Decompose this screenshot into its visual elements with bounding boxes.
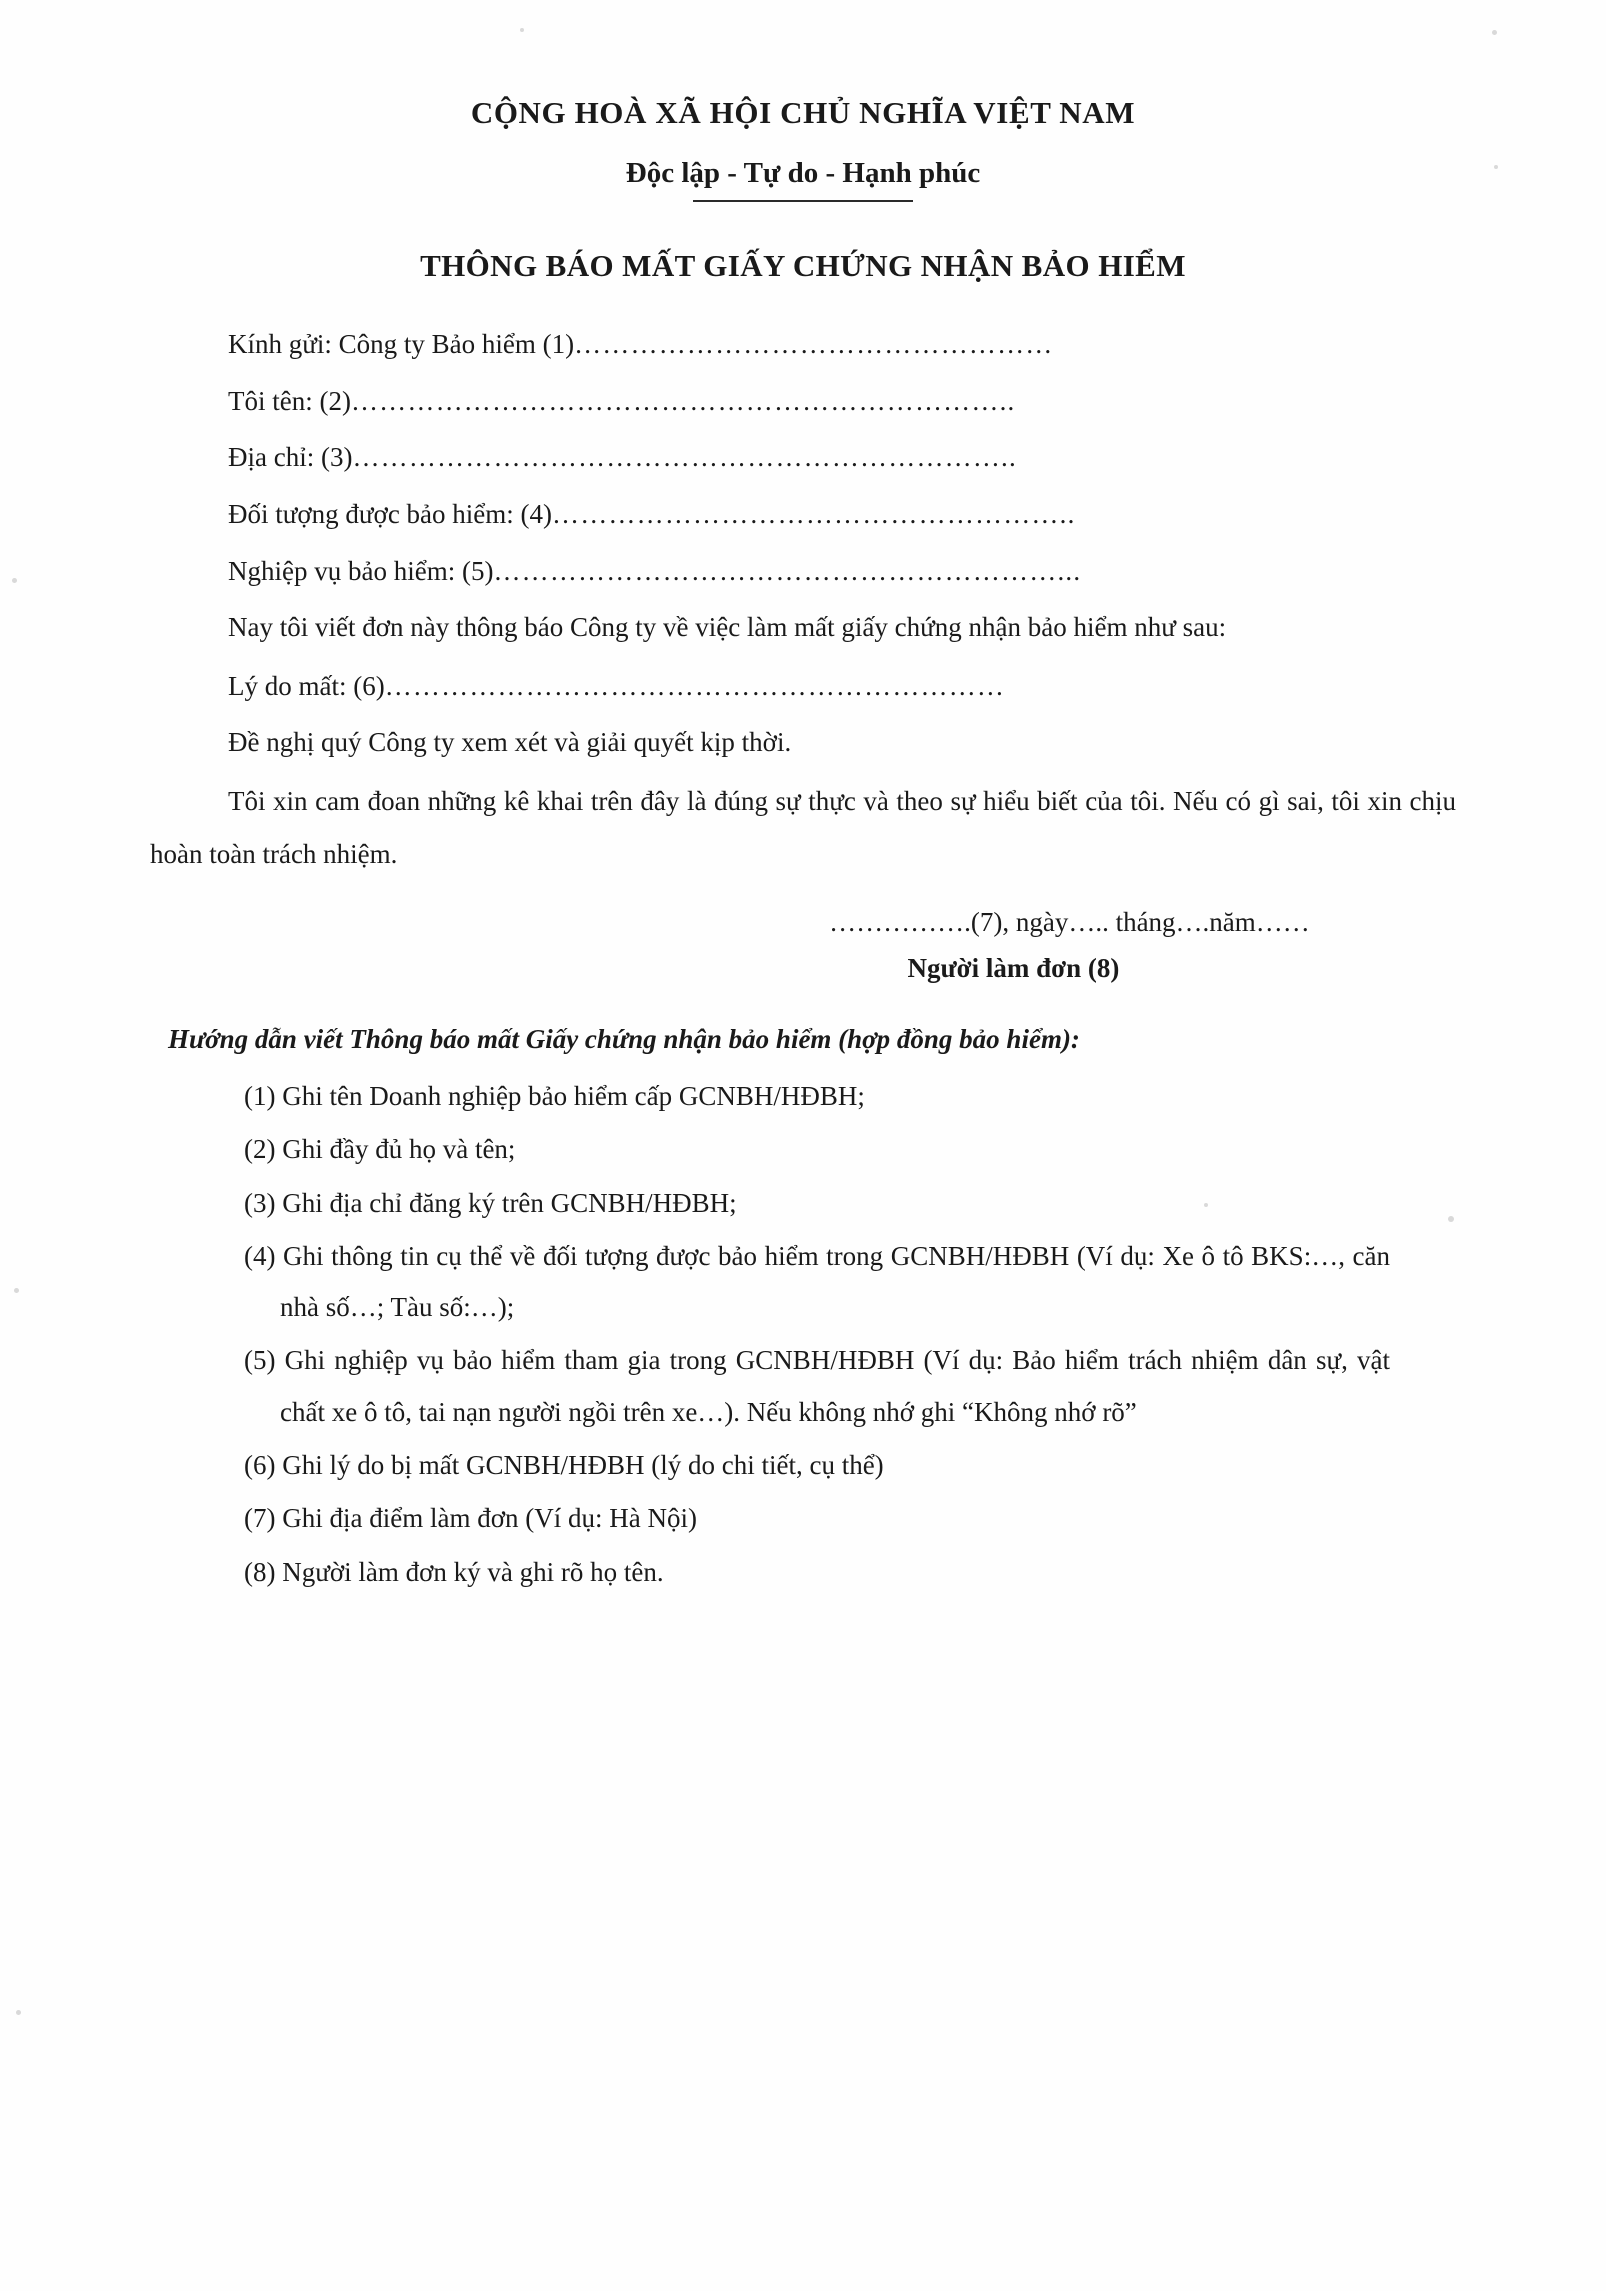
field-reason-dots: ………………………………………………………… xyxy=(384,670,1006,701)
field-insured-object xyxy=(150,488,1456,541)
scan-speckle xyxy=(16,2010,21,2015)
field-recipient-label: Kính gửi: Công ty Bảo hiểm (1) xyxy=(228,329,575,359)
field-name-label: Tôi tên: (2) xyxy=(228,385,351,416)
field-insurance-type-dots: ……………………………………………………... xyxy=(493,555,1082,586)
guide-item: (6) Ghi lý do bị mất GCNBH/HĐBH (lý do chi tiết, cụ thể) xyxy=(244,1450,884,1481)
guide-item: (3) Ghi địa chỉ đăng ký trên GCNBH/HĐBH; xyxy=(244,1187,737,1218)
guide-item: (2) Ghi đầy đủ họ và tên; xyxy=(244,1134,516,1165)
field-reason-label: Lý do mất: (6) xyxy=(228,670,385,701)
page-title: THÔNG BÁO MẤT GIẤY CHỨNG NHẬN BẢO HIỂM xyxy=(420,248,1186,283)
field-insured-object-label: Đối tượng được bảo hiểm: (4) xyxy=(228,498,553,529)
signer-label: Người làm đơn (8) xyxy=(907,953,1120,983)
body-paragraph-1: Nay tôi viết đơn này thông báo Công ty về việc làm mất giấy chứng nhận bảo hiểm như sau: xyxy=(228,612,1227,643)
header-divider xyxy=(693,200,913,202)
field-reason xyxy=(150,660,1456,713)
field-insurance-type-label: Nghiệp vụ bảo hiểm: (5) xyxy=(228,555,494,586)
national-motto: Độc lập - Tự do - Hạnh phúc xyxy=(625,157,981,189)
body-paragraph-3: Tôi xin cam đoan những kê khai trên đây là đúng sự thực và theo sự hiểu biết của tôi. Nếu có gì sai, tôi xin chịu hoàn toàn trách nhiệm. xyxy=(150,786,1456,869)
guide-item: (1) Ghi tên Doanh nghiệp bảo hiểm cấp GCNBH/HĐBH; xyxy=(244,1081,865,1111)
field-insured-object-dots: ……………………………………………….. xyxy=(552,498,1076,529)
field-address xyxy=(150,431,1456,484)
guide-list xyxy=(150,1071,1456,1598)
field-name-dots: …………………………………………………………….. xyxy=(350,385,1016,416)
field-recipient-dots: …………………………………………… xyxy=(574,329,1054,359)
guide-item: (8) Người làm đơn ký và ghi rõ họ tên. xyxy=(244,1556,664,1587)
document-header xyxy=(150,95,1456,202)
guide-item: (5) Ghi nghiệp vụ bảo hiểm tham gia trong GCNBH/HĐBH (Ví dụ: Bảo hiểm trách nhiệm dân sự, vật chất xe ô tô, tai nạn người ngồi trên xe…). Nếu không nhớ ghi “Không nhớ rõ” xyxy=(244,1345,1390,1427)
field-recipient xyxy=(150,318,1456,371)
field-insurance-type xyxy=(150,545,1456,598)
body-paragraph-2: Đề nghị quý Công ty xem xét và giải quyết kịp thời. xyxy=(228,727,792,758)
guide-item: (4) Ghi thông tin cụ thể về đối tượng được bảo hiểm trong GCNBH/HĐBH (Ví dụ: Xe ô tô BKS:…, căn nhà số…; Tàu số:…); xyxy=(244,1240,1390,1323)
guide-item: (7) Ghi địa điểm làm đơn (Ví dụ: Hà Nội) xyxy=(244,1503,697,1534)
field-name xyxy=(150,375,1456,428)
guide-title: Hướng dẫn viết Thông báo mất Giấy chứng nhận bảo hiểm (hợp đồng bảo hiểm): xyxy=(168,1024,1080,1054)
place-date-line: …………….(7), ngày….. tháng….năm…… xyxy=(829,907,1310,938)
field-address-label: Địa chỉ: (3) xyxy=(228,442,353,473)
field-address-dots: …………………………………………………………….. xyxy=(352,442,1017,473)
national-title: CỘNG HOÀ XÃ HỘI CHỦ NGHĨA VIỆT NAM xyxy=(470,95,1136,130)
